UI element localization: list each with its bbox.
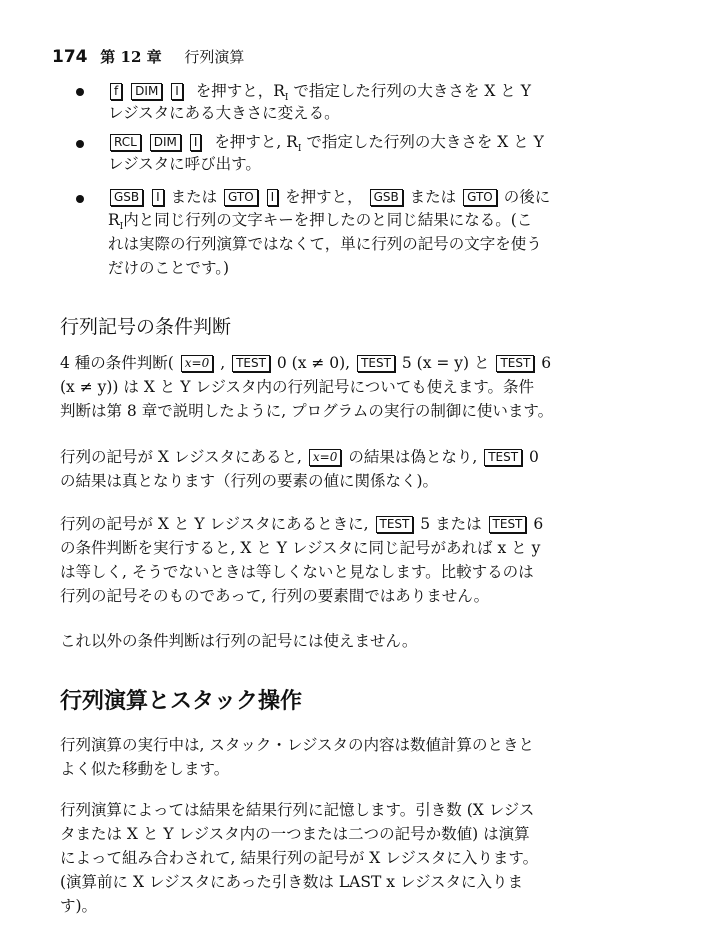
key-i: I (152, 189, 164, 206)
key-test: TEST (232, 355, 270, 372)
key-x-eq-0: x=0 (181, 355, 213, 372)
page-header (52, 46, 244, 67)
key-dim: DIM (150, 134, 181, 151)
s1-p3-line-3: は等しく, そうでないときは等しくないと見なします。比較するのは (60, 563, 534, 581)
bullet-3-line-2: $R_I$内と同じ行列の文字キーを押したのと同じ結果になる。(こ (108, 211, 533, 233)
bullet-dot (76, 140, 84, 148)
chapter-label: 第 12 章 (100, 48, 162, 66)
key-i: I (267, 189, 279, 206)
s1-p1-line-3: 判断は第 8 章で説明したように, プログラムの実行の制御に使います。 (60, 402, 554, 420)
bullet-1-line-1: f DIM I を押すと，$R_I$ で指定した行列の大きさを X と Y (108, 80, 531, 109)
s2-p2-line-1: 行列演算によっては結果を結果行列に記憶します。引き数 (X レジス (60, 801, 535, 819)
section-heading-large: 行列演算とスタック操作 (60, 689, 303, 714)
key-rcl: RCL (110, 134, 141, 151)
bullet-1-line-2: レジスタにある大きさに変える。 (108, 104, 340, 122)
s1-p4: これ以外の条件判断は行列の記号には使えません。 (60, 632, 418, 650)
s2-p2-line-4: (演算前に X レジスタにあった引き数は LAST x レジスタに入りま (60, 873, 524, 891)
s2-p2-line-5: す)。 (60, 897, 98, 915)
key-test: TEST (489, 516, 527, 533)
key-gsb: GSB (370, 189, 403, 206)
s2-p1-line-2: よく似た移動をします。 (60, 760, 230, 778)
key-i: I (190, 134, 202, 151)
bullet-dot (76, 88, 84, 96)
key-dim: DIM (131, 83, 162, 100)
key-gto: GTO (463, 189, 497, 206)
key-gto: GTO (224, 189, 258, 206)
s1-p1-line-2: (x ≠ y)) は X と Y レジスタ内の行列記号についても使えます。条件 (60, 378, 534, 396)
s1-p2-line-2: の結果は真となります（行列の要素の値に関係なく)。 (60, 472, 439, 490)
s1-p1-line-1: 4 種の条件判断( x=0 , TEST 0 (x ≠ 0), TEST 5 (x = y) と TEST 6 (60, 354, 552, 372)
bullet-3-line-4: だけのことです。) (108, 259, 230, 277)
key-test: TEST (376, 516, 414, 533)
bullet-2-line-2: レジスタに呼び出す。 (108, 155, 261, 173)
bullet-dot (76, 195, 84, 203)
bullet-3-line-3: れは実際の行列演算ではなくて，単に行列の記号の文字を使う (108, 235, 542, 253)
key-gsb: GSB (110, 189, 143, 206)
chapter-title: 行列演算 (184, 48, 245, 66)
s2-p2-line-3: によって組み合わされて, 結果行列の記号が X レジスタに入ります。 (60, 849, 539, 867)
s2-p1-line-1: 行列演算の実行中は, スタック・レジスタの内容は数値計算のときと (60, 736, 535, 754)
page-number: 174 (52, 47, 88, 67)
bullet-2-line-1: RCL DIM I を押すと, $R_I$ で指定した行列の大きさを X と Y (108, 131, 544, 160)
section-heading: 行列記号の条件判断 (60, 316, 232, 338)
s1-p3-line-1: 行列の記号が X と Y レジスタにあるときに, TEST 5 または TEST 6 (60, 515, 544, 533)
key-x-eq-0: x=0 (309, 449, 341, 466)
s1-p3-line-4: 行列の記号そのものであって, 行列の要素間ではありません。 (60, 587, 490, 605)
key-test: TEST (357, 355, 395, 372)
key-i: I (171, 83, 183, 100)
s1-p2-line-1: 行列の記号が X レジスタにあると, x=0 の結果は偽となり, TEST 0 (60, 448, 539, 466)
key-test: TEST (496, 355, 534, 372)
s1-p3-line-2: の条件判断を実行すると, X と Y レジスタに同じ記号があれば x と y (60, 539, 541, 557)
bullet-3-line-1: GSB I または GTO I を押すと， GSB または GTO の後に (108, 186, 550, 208)
s2-p2-line-2: タまたは X と Y レジスタ内の一つまたは二つの記号か数値) は演算 (60, 825, 530, 843)
key-f: f (110, 83, 122, 100)
key-test: TEST (484, 449, 522, 466)
